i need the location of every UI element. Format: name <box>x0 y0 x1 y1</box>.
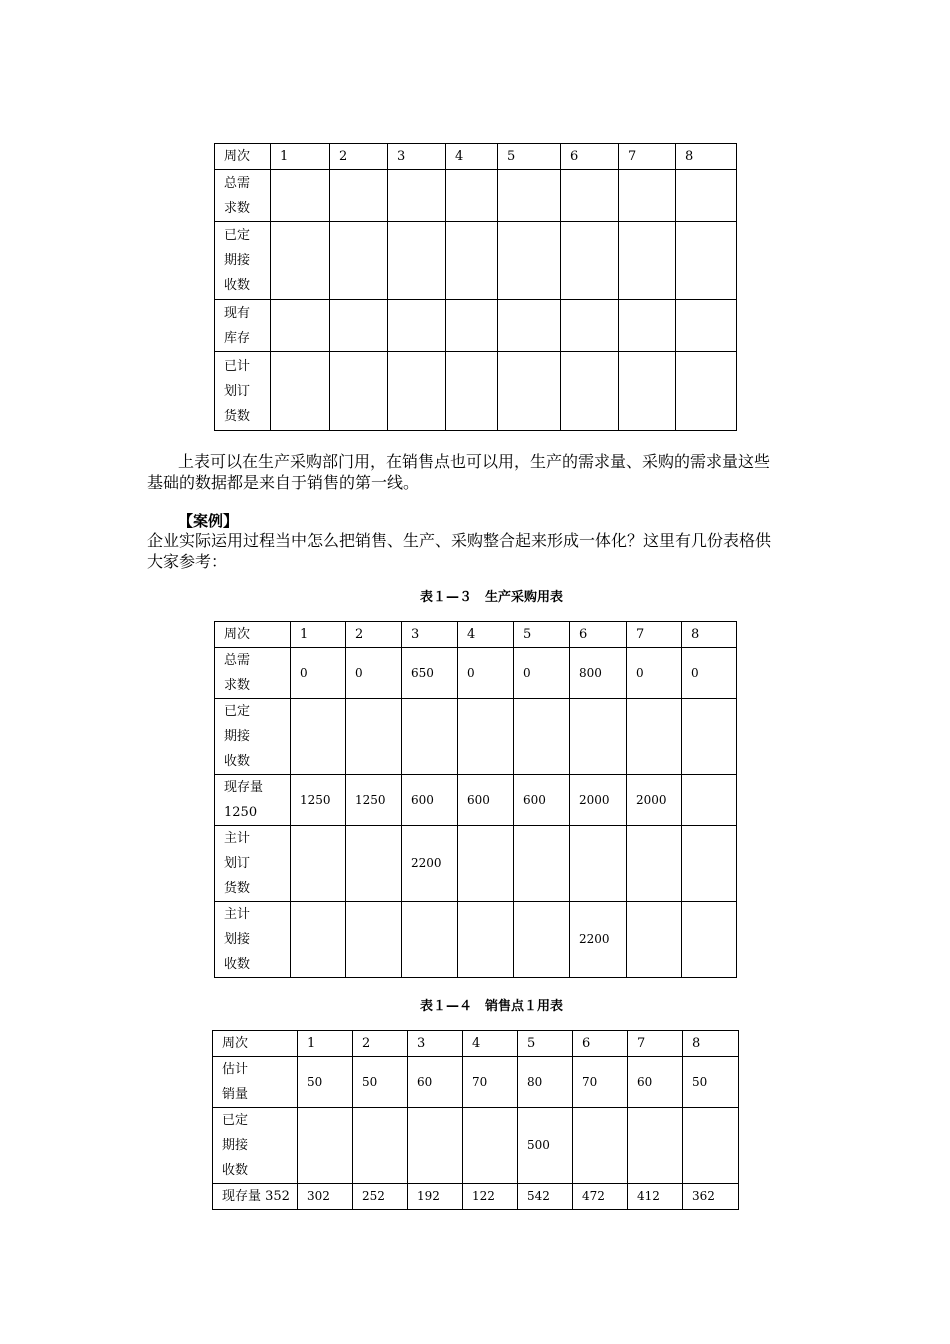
table-cell: 2000 <box>627 775 682 826</box>
table-row <box>215 170 737 222</box>
table-cell <box>298 1108 353 1184</box>
table-cell: 50 <box>683 1057 739 1108</box>
table-header-row <box>215 144 737 170</box>
table-cell <box>682 775 737 826</box>
table-row <box>215 775 737 826</box>
table-cell: 412 <box>628 1184 683 1210</box>
table-cell <box>388 300 446 352</box>
row-label: 已定 期接 收数 <box>215 699 291 775</box>
table-row <box>215 826 737 902</box>
table-cell <box>388 352 446 431</box>
table-cell: 80 <box>518 1057 573 1108</box>
table-cell <box>271 300 330 352</box>
table-cell: 0 <box>458 648 514 699</box>
table-cell: 60 <box>408 1057 463 1108</box>
table-cell <box>619 300 676 352</box>
table-cell: 500 <box>518 1108 573 1184</box>
row-label: 总需 求数 <box>215 170 271 222</box>
table-cell <box>561 352 619 431</box>
case-heading: 【案例】 <box>178 512 239 530</box>
table-cell: 362 <box>683 1184 739 1210</box>
table-cell <box>458 699 514 775</box>
table-cell: 0 <box>291 648 346 699</box>
table-cell <box>570 826 627 902</box>
header-cell: 8 <box>676 144 737 170</box>
table-cell <box>458 826 514 902</box>
table-cell: 192 <box>408 1184 463 1210</box>
table-cell <box>627 902 682 978</box>
header-cell: 1 <box>291 622 346 648</box>
table-cell <box>561 222 619 300</box>
row-label: 总需 求数 <box>215 648 291 699</box>
table-cell: 70 <box>463 1057 518 1108</box>
table-cell: 50 <box>353 1057 408 1108</box>
table-cell <box>570 699 627 775</box>
paragraph-line: 基础的数据都是来自于销售的第一线。 <box>147 473 420 492</box>
table-cell: 70 <box>573 1057 628 1108</box>
header-cell: 1 <box>271 144 330 170</box>
header-cell: 4 <box>458 622 514 648</box>
table-cell <box>346 826 402 902</box>
header-cell: 2 <box>330 144 388 170</box>
table-cell <box>619 352 676 431</box>
table-cell: 302 <box>298 1184 353 1210</box>
table-row <box>215 300 737 352</box>
table-cell <box>514 826 570 902</box>
table-caption: 表１—４ 销售点１用表 <box>420 999 564 1014</box>
table-cell <box>628 1108 683 1184</box>
header-cell: 7 <box>628 1031 683 1057</box>
table-cell: 600 <box>458 775 514 826</box>
table-cell: 122 <box>463 1184 518 1210</box>
table-cell <box>388 222 446 300</box>
header-cell: 5 <box>518 1031 573 1057</box>
table-row <box>213 1057 739 1108</box>
table-cell <box>498 170 561 222</box>
table-cell: 60 <box>628 1057 683 1108</box>
table-cell <box>619 170 676 222</box>
table-cell <box>291 826 346 902</box>
table-cell <box>402 902 458 978</box>
row-label: 已计 划订 货数 <box>215 352 271 431</box>
table-row <box>215 902 737 978</box>
table-cell: 2000 <box>570 775 627 826</box>
table-cell <box>683 1108 739 1184</box>
header-cell: 周次 <box>215 622 291 648</box>
table-row <box>215 699 737 775</box>
table-cell <box>463 1108 518 1184</box>
table-cell <box>676 300 737 352</box>
header-cell: 4 <box>446 144 498 170</box>
table3-body <box>213 1031 739 1210</box>
paragraph-line: 上表可以在生产采购部门用，在销售点也可以用，生产的需求量、采购的需求量这些 <box>178 452 771 471</box>
header-cell: 6 <box>573 1031 628 1057</box>
table-cell <box>627 826 682 902</box>
table-row <box>215 648 737 699</box>
table-cell <box>291 699 346 775</box>
table-cell: 600 <box>514 775 570 826</box>
header-cell: 5 <box>514 622 570 648</box>
header-cell: 7 <box>619 144 676 170</box>
row-label: 已定 期接 收数 <box>213 1108 298 1184</box>
table-cell: 1250 <box>346 775 402 826</box>
table-header-row <box>215 622 737 648</box>
table-cell <box>446 222 498 300</box>
header-cell: 3 <box>388 144 446 170</box>
header-cell: 4 <box>463 1031 518 1057</box>
row-label: 现存量 352 <box>213 1184 298 1210</box>
production-procurement-table <box>214 621 737 978</box>
table-cell <box>573 1108 628 1184</box>
header-cell: 1 <box>298 1031 353 1057</box>
header-cell: 7 <box>627 622 682 648</box>
table-cell <box>446 300 498 352</box>
table-cell <box>682 826 737 902</box>
table-caption: 表１—３ 生产采购用表 <box>420 590 564 605</box>
row-label: 主计 划接 收数 <box>215 902 291 978</box>
table-cell <box>271 222 330 300</box>
table-cell <box>346 902 402 978</box>
weekly-plan-table-blank <box>214 143 737 431</box>
table-cell: 0 <box>627 648 682 699</box>
header-cell: 周次 <box>215 144 271 170</box>
table-cell <box>330 352 388 431</box>
table-cell <box>682 902 737 978</box>
table-cell <box>330 300 388 352</box>
table-cell <box>408 1108 463 1184</box>
table-cell <box>388 170 446 222</box>
header-cell: 周次 <box>213 1031 298 1057</box>
table-cell <box>498 352 561 431</box>
header-cell: 8 <box>682 622 737 648</box>
table2-body <box>215 622 737 978</box>
sales-point-table <box>212 1030 739 1210</box>
header-cell: 5 <box>498 144 561 170</box>
row-label: 现有 库存 <box>215 300 271 352</box>
table-cell <box>330 222 388 300</box>
table-cell <box>291 902 346 978</box>
table-row <box>215 222 737 300</box>
table-cell <box>561 300 619 352</box>
header-cell: 2 <box>353 1031 408 1057</box>
table-cell: 0 <box>346 648 402 699</box>
header-cell: 2 <box>346 622 402 648</box>
table-cell: 2200 <box>402 826 458 902</box>
table-cell <box>458 902 514 978</box>
table-cell <box>627 699 682 775</box>
paragraph-line: 企业实际运用过程当中怎么把销售、生产、采购整合起来形成一体化？这里有几份表格供 <box>147 531 772 550</box>
table-cell <box>402 699 458 775</box>
table-header-row <box>213 1031 739 1057</box>
paragraph-line: 大家参考： <box>147 552 228 571</box>
table-cell <box>682 699 737 775</box>
table-cell <box>498 300 561 352</box>
table-cell <box>271 352 330 431</box>
table-cell <box>498 222 561 300</box>
table-cell <box>330 170 388 222</box>
table-cell: 0 <box>682 648 737 699</box>
table-cell <box>514 902 570 978</box>
table-cell <box>561 170 619 222</box>
table-cell: 600 <box>402 775 458 826</box>
table-row <box>213 1184 739 1210</box>
table-cell: 252 <box>353 1184 408 1210</box>
header-cell: 6 <box>561 144 619 170</box>
row-label: 估计 销量 <box>213 1057 298 1108</box>
table-cell: 650 <box>402 648 458 699</box>
table-cell <box>446 352 498 431</box>
table-cell: 472 <box>573 1184 628 1210</box>
table-cell: 2200 <box>570 902 627 978</box>
header-cell: 3 <box>402 622 458 648</box>
header-cell: 3 <box>408 1031 463 1057</box>
table-cell <box>514 699 570 775</box>
table-cell <box>676 352 737 431</box>
table-cell <box>346 699 402 775</box>
table-cell: 50 <box>298 1057 353 1108</box>
table-cell: 0 <box>514 648 570 699</box>
table-cell <box>619 222 676 300</box>
table-cell <box>353 1108 408 1184</box>
table-cell <box>271 170 330 222</box>
header-cell: 6 <box>570 622 627 648</box>
table-cell <box>446 170 498 222</box>
table-cell: 542 <box>518 1184 573 1210</box>
header-cell: 8 <box>683 1031 739 1057</box>
table-cell <box>676 170 737 222</box>
row-label: 已定 期接 收数 <box>215 222 271 300</box>
table-row <box>213 1108 739 1184</box>
row-label: 主计 划订 货数 <box>215 826 291 902</box>
table-row <box>215 352 737 431</box>
table-cell <box>676 222 737 300</box>
table1-body <box>215 144 737 431</box>
table-cell: 1250 <box>291 775 346 826</box>
row-label: 现存量 1250 <box>215 775 291 826</box>
table-cell: 800 <box>570 648 627 699</box>
